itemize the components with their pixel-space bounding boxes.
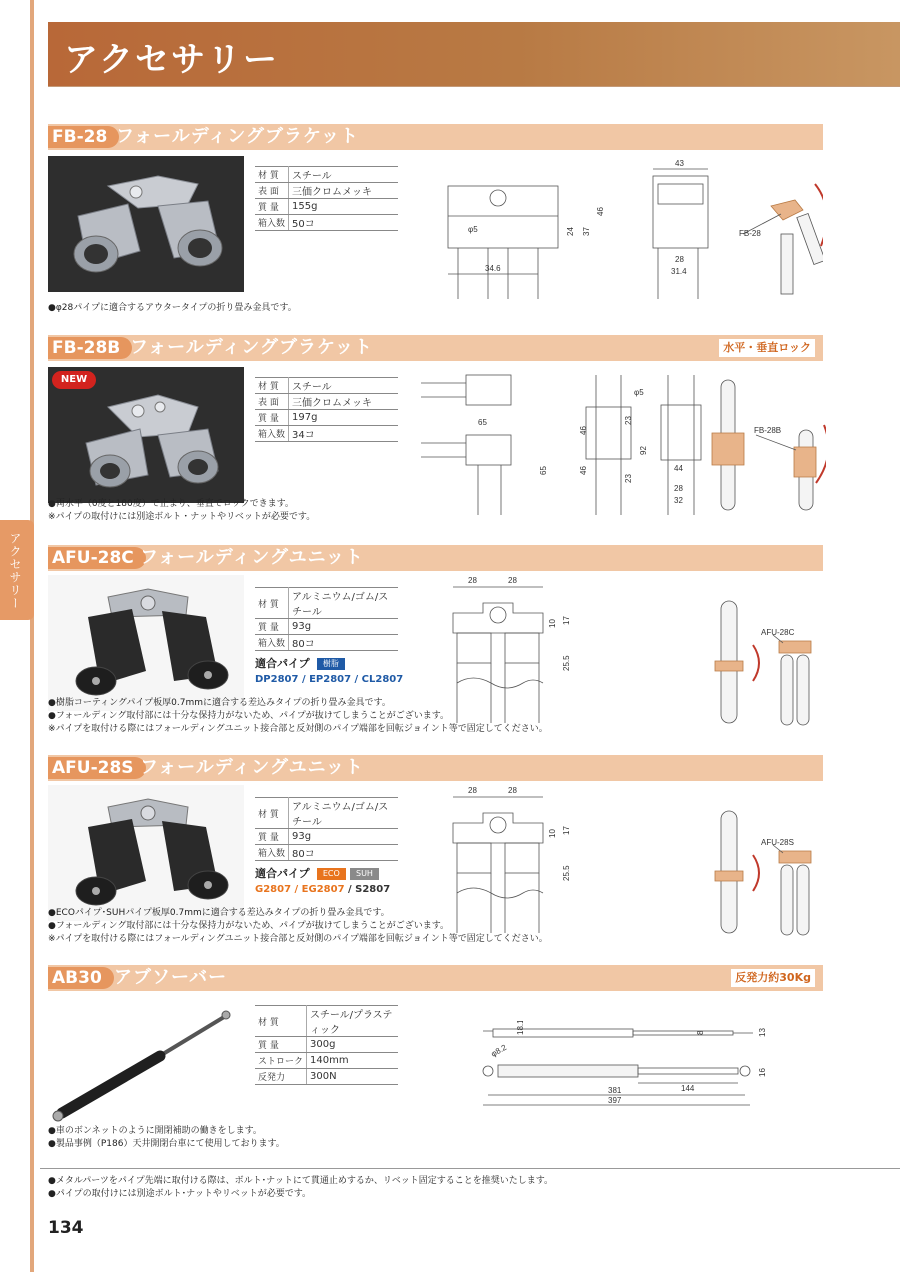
dim-label: 37 bbox=[582, 227, 591, 236]
dim-label: 25.5 bbox=[562, 865, 571, 881]
footer-note: ●パイプの取付けには別途ボルト･ナットやリベットが必要です。 bbox=[48, 1189, 312, 1199]
product-photo bbox=[48, 785, 244, 921]
left-margin-band bbox=[0, 0, 34, 1272]
product-name: アブソーバー bbox=[114, 967, 228, 988]
spec-key: ストローク bbox=[255, 1053, 307, 1069]
callout-label: FB-28 bbox=[739, 229, 761, 238]
pipe-label: 適合パイプ bbox=[255, 657, 310, 670]
spec-key: 箱入数 bbox=[255, 635, 289, 651]
footer-note: ●メタルパーツをパイプ先端に取付ける際は、ボルト･ナットにて貫通止めするか、リベット固定することを推奨いたします。 bbox=[48, 1176, 554, 1186]
spec-key: 材 質 bbox=[255, 378, 289, 394]
dim-label: φ5 bbox=[468, 225, 478, 234]
spec-key: 箱入数 bbox=[255, 845, 289, 861]
spec-value: 34コ bbox=[289, 426, 398, 442]
dim-label: 397 bbox=[608, 1096, 622, 1105]
dim-label: 24 bbox=[566, 227, 575, 236]
spec-key: 表 面 bbox=[255, 183, 289, 199]
spec-value: スチール bbox=[289, 167, 398, 183]
dim-label: 28 bbox=[674, 484, 683, 493]
pipe-label: 適合パイプ bbox=[255, 867, 310, 880]
section-bar bbox=[48, 335, 823, 361]
pipe-models bbox=[255, 674, 403, 685]
spec-key: 表 面 bbox=[255, 394, 289, 410]
dim-label: 25.5 bbox=[562, 655, 571, 671]
pipe-model: / S2807 bbox=[344, 884, 391, 895]
dim-label: 23 bbox=[624, 416, 633, 425]
margin-line bbox=[30, 0, 34, 1272]
spec-value: スチール/プラスティック bbox=[307, 1006, 398, 1037]
dim-label: 381 bbox=[608, 1086, 622, 1095]
dim-label: 8 bbox=[696, 1030, 705, 1035]
spec-value: アルミニウム/ゴム/スチール bbox=[289, 588, 398, 619]
callout-label: FB-28B bbox=[754, 426, 782, 435]
callout-label: AFU-28C bbox=[761, 628, 795, 637]
dim-label: 28 bbox=[468, 576, 477, 585]
note-line: ●ECOパイプ･SUHパイプ板厚0.7mmに適合する差込みタイプの折り畳み金具です。 bbox=[48, 908, 390, 918]
page-title: アクセサリー bbox=[64, 40, 279, 80]
spec-table bbox=[255, 797, 398, 861]
spec-key: 材 質 bbox=[255, 167, 289, 183]
dim-label: 28 bbox=[508, 576, 517, 585]
dim-label: 46 bbox=[579, 426, 588, 435]
note-line: ※パイプを取付ける際にはフォールディングユニット接合部と反対側のパイプ端部を回転ジョイント等で固定してください。 bbox=[48, 724, 548, 734]
product-notes bbox=[48, 697, 548, 736]
spec-value: 三価クロムメッキ bbox=[289, 394, 398, 410]
spec-key: 材 質 bbox=[255, 1006, 307, 1037]
spec-value: 155g bbox=[289, 199, 398, 215]
page-number: 134 bbox=[48, 1218, 84, 1238]
spec-table bbox=[255, 377, 398, 442]
side-tab-label: アクセサリー bbox=[8, 532, 22, 610]
side-index-tab[interactable] bbox=[0, 520, 34, 620]
dim-label: 23 bbox=[624, 474, 633, 483]
footer-rule bbox=[40, 1168, 900, 1169]
product-code: AFU-28S bbox=[48, 757, 146, 779]
dim-label: 17 bbox=[562, 616, 571, 625]
dim-label: 28 bbox=[468, 786, 477, 795]
spec-key: 質 量 bbox=[255, 410, 289, 426]
product-name: フォールディングユニット bbox=[140, 757, 364, 778]
new-badge: NEW bbox=[52, 371, 96, 389]
spec-value: 300g bbox=[307, 1037, 398, 1053]
spec-key: 箱入数 bbox=[255, 426, 289, 442]
product-notes bbox=[48, 302, 297, 315]
spec-value: アルミニウム/ゴム/スチール bbox=[289, 798, 398, 829]
section-ab30 bbox=[48, 965, 823, 1155]
section-fb-28b bbox=[48, 335, 823, 525]
note-line: ●製品事例（P186）天井開閉台車にて使用しております。 bbox=[48, 1139, 285, 1149]
spec-value: スチール bbox=[289, 378, 398, 394]
dimension-drawing bbox=[416, 365, 826, 524]
dim-label: 13 bbox=[758, 1028, 767, 1037]
spec-key: 箱入数 bbox=[255, 215, 289, 231]
spec-value: 93g bbox=[289, 829, 398, 845]
dim-label: 144 bbox=[681, 1084, 695, 1093]
dim-label: 10 bbox=[548, 829, 557, 838]
section-bar bbox=[48, 124, 823, 150]
spec-key: 材 質 bbox=[255, 798, 289, 829]
spec-key: 質 量 bbox=[255, 1037, 307, 1053]
note-line: ●車のボンネットのように開閉補助の働きをします。 bbox=[48, 1126, 262, 1136]
product-name: フォールディングブラケット bbox=[130, 337, 374, 358]
section-bar bbox=[48, 755, 823, 781]
dim-label: 46 bbox=[596, 207, 605, 216]
callout-label: AFU-28S bbox=[761, 838, 794, 847]
spec-key: 質 量 bbox=[255, 619, 289, 635]
note-line: ●フォールディング取付部には十分な保持力がないため、パイプが抜けてしまうことがございます。 bbox=[48, 711, 449, 721]
spec-value: 300N bbox=[307, 1069, 398, 1085]
product-photo bbox=[48, 999, 244, 1125]
dim-label: 32 bbox=[674, 496, 683, 505]
product-photo bbox=[48, 156, 244, 292]
dim-label: 65 bbox=[478, 418, 487, 427]
dim-label: 46 bbox=[579, 466, 588, 475]
spec-value: 93g bbox=[289, 619, 398, 635]
dim-label: 16 bbox=[758, 1068, 767, 1077]
note-line: ●両水平（0度と180度）で止まり、垂直でロックできます。 bbox=[48, 499, 294, 509]
dim-label: 43 bbox=[675, 159, 684, 168]
product-code: FB-28B bbox=[48, 337, 132, 359]
section-afu-28s bbox=[48, 755, 823, 955]
spec-value: 140mm bbox=[307, 1053, 398, 1069]
product-notes bbox=[48, 498, 315, 524]
product-code: AB30 bbox=[48, 967, 114, 989]
section-fb-28 bbox=[48, 124, 823, 320]
pipe-badge-suh: SUH bbox=[350, 868, 379, 880]
footer-notes bbox=[48, 1175, 553, 1201]
dim-label: 44 bbox=[674, 464, 683, 473]
spec-table bbox=[255, 166, 398, 231]
product-notes bbox=[48, 1125, 285, 1151]
note-line: ●樹脂コーティングパイプ板厚0.7mmに適合する差込みタイプの折り畳み金具です。 bbox=[48, 698, 391, 708]
product-name: フォールディングユニット bbox=[140, 547, 364, 568]
dim-label: 31.4 bbox=[671, 267, 687, 276]
product-code: FB-28 bbox=[48, 126, 119, 148]
pipe-models bbox=[255, 884, 390, 895]
dimension-drawing bbox=[443, 154, 823, 308]
product-photo bbox=[48, 575, 244, 711]
note-line: ●フォールディング取付部には十分な保持力がないため、パイプが抜けてしまうことがございます。 bbox=[48, 921, 449, 931]
pipe-badge-eco: ECO bbox=[317, 868, 346, 880]
page-header bbox=[48, 22, 900, 86]
spec-key: 反発力 bbox=[255, 1069, 307, 1085]
note-line: ●φ28パイプに適合するアウタータイプの折り畳み金具です。 bbox=[48, 303, 297, 313]
note-line: ※パイプの取付けには別途ボルト・ナットやリベットが必要です。 bbox=[48, 512, 316, 522]
compatible-pipe bbox=[255, 865, 390, 895]
compatible-pipe bbox=[255, 655, 403, 685]
section-bar bbox=[48, 965, 823, 991]
pipe-badge-resin: 樹脂 bbox=[317, 658, 345, 670]
spec-value: 80コ bbox=[289, 635, 398, 651]
dim-label: φ5 bbox=[634, 388, 644, 397]
spec-key: 質 量 bbox=[255, 829, 289, 845]
header-underline bbox=[48, 86, 900, 87]
dim-label: 65 bbox=[539, 466, 548, 475]
spec-key: 質 量 bbox=[255, 199, 289, 215]
dim-label: φ8.2 bbox=[489, 1042, 509, 1059]
spec-key: 材 質 bbox=[255, 588, 289, 619]
product-notes bbox=[48, 907, 548, 946]
dimension-drawing bbox=[473, 1021, 783, 1115]
product-code: AFU-28C bbox=[48, 547, 146, 569]
product-name: フォールディングブラケット bbox=[116, 126, 360, 147]
pipe-model: G2807 / EG2807 bbox=[255, 884, 345, 895]
dim-label: 28 bbox=[675, 255, 684, 264]
spec-value: 50コ bbox=[289, 215, 398, 231]
feature-tag: 水平・垂直ロック bbox=[719, 339, 815, 357]
spec-table bbox=[255, 1005, 398, 1085]
note-line: ※パイプを取付ける際にはフォールディングユニット接合部と反対側のパイプ端部を回転ジョイント等で固定してください。 bbox=[48, 934, 548, 944]
feature-tag: 反発力約30Kg bbox=[731, 969, 815, 987]
spec-value: 197g bbox=[289, 410, 398, 426]
pipe-model: DP2807 / EP2807 / CL2807 bbox=[255, 674, 404, 685]
spec-table bbox=[255, 587, 398, 651]
section-bar bbox=[48, 545, 823, 571]
dim-label: 17 bbox=[562, 826, 571, 835]
dim-label: 28 bbox=[508, 786, 517, 795]
spec-value: 三価クロムメッキ bbox=[289, 183, 398, 199]
spec-value: 80コ bbox=[289, 845, 398, 861]
dim-label: 34.6 bbox=[485, 264, 501, 273]
section-afu-28c bbox=[48, 545, 823, 745]
dim-label: 92 bbox=[639, 446, 648, 455]
dim-label: 10 bbox=[548, 619, 557, 628]
dim-label: 18.1 bbox=[516, 1021, 525, 1035]
